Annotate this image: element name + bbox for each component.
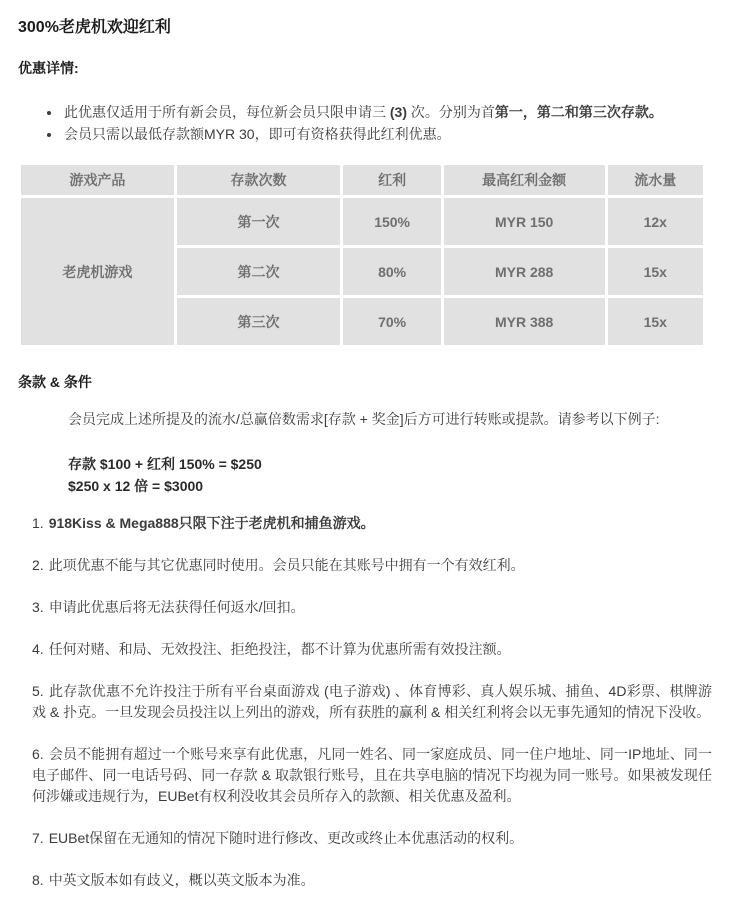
column-header-turnover: 流水量 bbox=[608, 165, 703, 195]
term-text: EUBet保留在无通知的情况下随时进行修改、更改或终止本优惠活动的权利。 bbox=[48, 830, 524, 846]
term-item-4 bbox=[32, 639, 712, 660]
bullet-item-min-deposit bbox=[62, 123, 713, 145]
turnover-cell: 12x bbox=[608, 198, 703, 245]
bullet-text-segment: 次。分别为首 bbox=[407, 104, 495, 120]
term-item-8 bbox=[32, 870, 712, 891]
bonus-table bbox=[18, 162, 706, 348]
column-header-product: 游戏产品 bbox=[21, 165, 174, 195]
deposit-cell: 第一次 bbox=[177, 198, 341, 245]
product-cell: 老虎机游戏 bbox=[21, 198, 174, 345]
term-number: 5. bbox=[32, 683, 44, 699]
column-header-max-bonus: 最高红利金额 bbox=[444, 165, 605, 195]
bullet-text-segment: 会员只需以最低存款额MYR 30，即可有资格获得此红利优惠。 bbox=[64, 126, 451, 142]
term-item-6 bbox=[32, 744, 712, 807]
term-number: 6. bbox=[32, 746, 44, 762]
term-text: 任何对赌、和局、无效投注、拒绝投注，都不计算为优惠所需有效投注额。 bbox=[48, 641, 511, 657]
bonus-cell: 70% bbox=[343, 298, 440, 345]
bonus-cell: 150% bbox=[343, 198, 440, 245]
example-line-1: 存款 $100 + 红利 150% = $250 bbox=[68, 456, 262, 472]
turnover-cell: 15x bbox=[608, 248, 703, 295]
term-number: 7. bbox=[32, 830, 44, 846]
term-text: 中英文版本如有歧义，概以英文版本为准。 bbox=[48, 872, 315, 888]
term-text: 此存款优惠不允许投注于所有平台桌面游戏 (电子游戏) 、体育博彩、真人娱乐城、捕鱼、4D彩票、棋牌游戏 & 扑克。一旦发现会员投注以上列出的游戏，所有获胜的赢利 & 相关红利将会以无事先通知的情况下没收。 bbox=[32, 683, 712, 720]
term-text: 申请此优惠后将无法获得任何返水/回扣。 bbox=[48, 599, 305, 615]
term-number: 8. bbox=[32, 872, 44, 888]
term-item-3 bbox=[32, 597, 712, 618]
term-text: 此项优惠不能与其它优惠同时使用。会员只能在其账号中拥有一个有效红利。 bbox=[48, 557, 525, 573]
term-item-2 bbox=[32, 555, 712, 576]
deposit-cell: 第二次 bbox=[177, 248, 341, 295]
details-heading: 优惠详情: bbox=[18, 60, 79, 76]
term-text: 918Kiss & Mega888只限下注于老虎机和捕鱼游戏。 bbox=[48, 515, 375, 531]
terms-list bbox=[32, 513, 713, 891]
terms-heading: 条款 & 条件 bbox=[18, 374, 92, 390]
bullet-text-segment-bold: (3) bbox=[389, 104, 408, 120]
bullet-text-segment: 此优惠仅适用于所有新会员，每位新会员只限申请三 bbox=[64, 104, 390, 120]
column-header-deposit-count: 存款次数 bbox=[177, 165, 341, 195]
details-bullet-list bbox=[18, 101, 713, 145]
table-header-row bbox=[21, 165, 703, 195]
turnover-cell: 15x bbox=[608, 298, 703, 345]
bonus-cell: 80% bbox=[343, 248, 440, 295]
example-block bbox=[68, 453, 713, 497]
term-number: 3. bbox=[32, 599, 44, 615]
term-number: 1. bbox=[32, 515, 44, 531]
term-text: 会员不能拥有超过一个账号来享有此优惠，凡同一姓名、同一家庭成员、同一住户地址、同一IP地址、同一电子邮件、同一电话号码、同一存款 & 取款银行账号，且在共享电脑的情况下均视为同一账号。如果被发现任何涉嫌或违规行为，EUBet有权利没收其会员所存入的款额、相关优惠及盈利。 bbox=[32, 746, 712, 804]
term-item-1 bbox=[32, 513, 712, 534]
bullet-text-segment-bold: 第一，第二和第三次存款。 bbox=[494, 104, 663, 120]
terms-intro: 会员完成上述所提及的流水/总赢倍数需求[存款 + 奖金]后方可进行转账或提款。请参考以下例子: bbox=[68, 411, 660, 427]
term-number: 2. bbox=[32, 557, 44, 573]
term-item-7 bbox=[32, 828, 712, 849]
table-row bbox=[21, 198, 703, 245]
example-line-2: $250 x 12 倍 = $3000 bbox=[68, 478, 204, 494]
deposit-cell: 第三次 bbox=[177, 298, 341, 345]
bullet-item-eligibility bbox=[62, 101, 713, 123]
max-bonus-cell: MYR 150 bbox=[444, 198, 605, 245]
column-header-bonus: 红利 bbox=[343, 165, 440, 195]
max-bonus-cell: MYR 288 bbox=[444, 248, 605, 295]
page-title: 300%老虎机欢迎红利 bbox=[18, 19, 171, 36]
max-bonus-cell: MYR 388 bbox=[444, 298, 605, 345]
term-item-5 bbox=[32, 681, 712, 723]
term-number: 4. bbox=[32, 641, 44, 657]
